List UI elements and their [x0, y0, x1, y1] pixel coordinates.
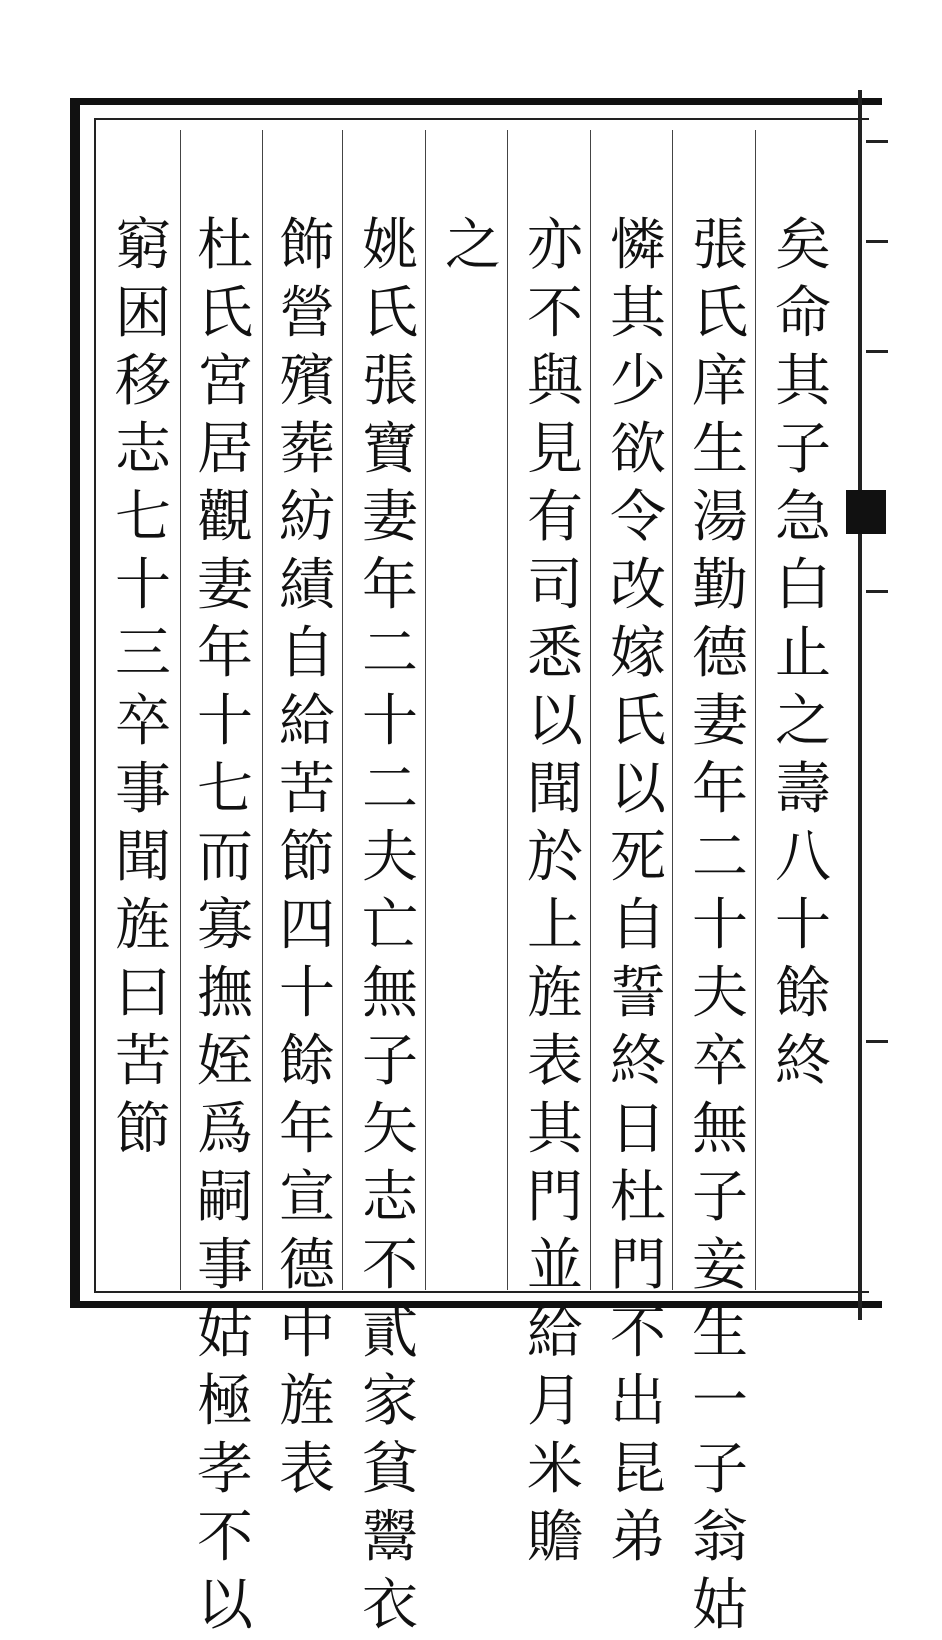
- character: 終: [775, 1029, 831, 1094]
- character: 衣: [362, 1573, 418, 1638]
- character: 之: [775, 689, 831, 754]
- character: 有: [527, 485, 583, 550]
- character: 子: [692, 1165, 748, 1230]
- character: 姑: [692, 1573, 748, 1638]
- character: 亦: [527, 213, 583, 278]
- character: 張: [362, 349, 418, 414]
- character: 四: [279, 893, 335, 958]
- character: 十: [692, 893, 748, 958]
- character: 聞: [115, 825, 171, 890]
- character: 年: [197, 621, 253, 686]
- character: 杜: [197, 213, 253, 278]
- character: 紡: [279, 485, 335, 550]
- column-rule: [755, 130, 756, 1290]
- character: 姑: [197, 1301, 253, 1366]
- character: 急: [775, 485, 831, 550]
- character: 以: [197, 1573, 253, 1638]
- character: 妾: [692, 1233, 748, 1298]
- character: 十: [775, 893, 831, 958]
- character: 苦: [115, 1029, 171, 1094]
- column-rule: [590, 130, 591, 1290]
- character: 撫: [197, 961, 253, 1026]
- character: 極: [197, 1369, 253, 1434]
- character: 子: [775, 417, 831, 482]
- character: 德: [279, 1233, 335, 1298]
- character: 苦: [279, 757, 335, 822]
- character: 孝: [197, 1437, 253, 1502]
- character: 杜: [610, 1165, 666, 1230]
- character: 憐: [610, 213, 666, 278]
- character: 令: [610, 485, 666, 550]
- character: 表: [527, 1029, 583, 1094]
- character: 窮: [115, 213, 171, 278]
- character: 司: [527, 553, 583, 618]
- character: 米: [527, 1437, 583, 1502]
- character: 門: [610, 1233, 666, 1298]
- character: 旌: [115, 893, 171, 958]
- character: 爲: [197, 1097, 253, 1162]
- character: 子: [692, 1437, 748, 1502]
- character: 節: [279, 825, 335, 890]
- character: 卒: [115, 689, 171, 754]
- character: 德: [692, 621, 748, 686]
- character: 餘: [279, 1029, 335, 1094]
- character: 卒: [692, 1029, 748, 1094]
- character: 子: [362, 1029, 418, 1094]
- gutter-mark: [866, 1040, 888, 1043]
- page-gutter: [858, 90, 942, 1320]
- character: 昆: [610, 1437, 666, 1502]
- character: 氏: [692, 281, 748, 346]
- character: 餘: [775, 961, 831, 1026]
- character: 死: [610, 825, 666, 890]
- character: 弟: [610, 1505, 666, 1570]
- column-rule: [425, 130, 426, 1290]
- character: 氏: [362, 281, 418, 346]
- character: 生: [692, 417, 748, 482]
- character: 與: [527, 349, 583, 414]
- character: 少: [610, 349, 666, 414]
- gutter-mark: [866, 140, 888, 143]
- column-rule: [342, 130, 343, 1290]
- character: 觀: [197, 485, 253, 550]
- character: 妻: [692, 689, 748, 754]
- text-column-9: [108, 212, 178, 1164]
- character: 志: [115, 417, 171, 482]
- character: 年: [279, 1097, 335, 1162]
- character: 其: [527, 1097, 583, 1162]
- character: 志: [362, 1165, 418, 1230]
- character: 十: [279, 961, 335, 1026]
- gutter-mark: [866, 590, 888, 593]
- character: 其: [775, 349, 831, 414]
- character: 以: [610, 757, 666, 822]
- character: 悉: [527, 621, 583, 686]
- character: 旌: [527, 961, 583, 1026]
- character: 三: [115, 621, 171, 686]
- character: 勤: [692, 553, 748, 618]
- character: 事: [115, 757, 171, 822]
- character: 貳: [362, 1301, 418, 1366]
- text-column-7: [272, 212, 342, 1504]
- character: 表: [279, 1437, 335, 1502]
- character: 不: [362, 1233, 418, 1298]
- character: 妻: [197, 553, 253, 618]
- character: 於: [527, 825, 583, 890]
- gutter-black-tab: [846, 490, 886, 534]
- character: 年: [692, 757, 748, 822]
- character: 其: [610, 281, 666, 346]
- character: 二: [362, 621, 418, 686]
- character: 不: [527, 281, 583, 346]
- character: 飾: [279, 213, 335, 278]
- gutter-edge: [858, 90, 862, 1320]
- character: 而: [197, 825, 253, 890]
- character: 一: [692, 1369, 748, 1434]
- character: 矢: [362, 1097, 418, 1162]
- character: 中: [279, 1301, 335, 1366]
- character: 嗣: [197, 1165, 253, 1230]
- column-rule: [507, 130, 508, 1290]
- character: 居: [197, 417, 253, 482]
- character: 十: [115, 553, 171, 618]
- character: 命: [775, 281, 831, 346]
- character: 張: [692, 213, 748, 278]
- character: 見: [527, 417, 583, 482]
- character: 二: [692, 825, 748, 890]
- character: 七: [197, 757, 253, 822]
- character: 妻: [362, 485, 418, 550]
- text-column-1: [768, 212, 838, 1096]
- character: 績: [279, 553, 335, 618]
- character: 無: [362, 961, 418, 1026]
- text-column-2: [685, 212, 755, 1640]
- character: 夫: [692, 961, 748, 1026]
- character: 鬻: [362, 1505, 418, 1570]
- character: 營: [279, 281, 335, 346]
- character: 十: [362, 689, 418, 754]
- character: 矣: [775, 213, 831, 278]
- character: 翁: [692, 1505, 748, 1570]
- character: 改: [610, 553, 666, 618]
- character: 氏: [610, 689, 666, 754]
- character: 殯: [279, 349, 335, 414]
- character: 困: [115, 281, 171, 346]
- character: 十: [197, 689, 253, 754]
- text-column-3: [603, 212, 673, 1572]
- character: 月: [527, 1369, 583, 1434]
- character: 宣: [279, 1165, 335, 1230]
- character: 聞: [527, 757, 583, 822]
- character: 不: [197, 1505, 253, 1570]
- character: 壽: [775, 757, 831, 822]
- character: 宮: [197, 349, 253, 414]
- character: 之: [445, 213, 501, 278]
- character: 終: [610, 1029, 666, 1094]
- character: 贍: [527, 1505, 583, 1570]
- character: 年: [362, 553, 418, 618]
- character: 湯: [692, 485, 748, 550]
- text-column-8: [190, 212, 260, 1640]
- character: 旌: [279, 1369, 335, 1434]
- character: 氏: [197, 281, 253, 346]
- character: 上: [527, 893, 583, 958]
- character: 姚: [362, 213, 418, 278]
- text-column-6: [355, 212, 425, 1640]
- character: 誓: [610, 961, 666, 1026]
- character: 白: [775, 553, 831, 618]
- character: 以: [527, 689, 583, 754]
- character: 夫: [362, 825, 418, 890]
- column-rule: [262, 130, 263, 1290]
- character: 嫁: [610, 621, 666, 686]
- character: 庠: [692, 349, 748, 414]
- character: 日: [610, 1097, 666, 1162]
- character: 八: [775, 825, 831, 890]
- character: 止: [775, 621, 831, 686]
- character: 寶: [362, 417, 418, 482]
- character: 不: [610, 1301, 666, 1366]
- character: 節: [115, 1097, 171, 1162]
- character: 曰: [115, 961, 171, 1026]
- character: 貧: [362, 1437, 418, 1502]
- character: 給: [279, 689, 335, 754]
- text-column-4: [520, 212, 590, 1572]
- gutter-mark: [866, 240, 888, 243]
- character: 寡: [197, 893, 253, 958]
- character: 二: [362, 757, 418, 822]
- character: 事: [197, 1233, 253, 1298]
- character: 葬: [279, 417, 335, 482]
- character: 自: [610, 893, 666, 958]
- character: 家: [362, 1369, 418, 1434]
- character: 自: [279, 621, 335, 686]
- character: 生: [692, 1301, 748, 1366]
- character: 出: [610, 1369, 666, 1434]
- character: 給: [527, 1301, 583, 1366]
- character: 七: [115, 485, 171, 550]
- character: 並: [527, 1233, 583, 1298]
- gutter-mark: [866, 350, 888, 353]
- text-column-5: [438, 212, 508, 280]
- character: 門: [527, 1165, 583, 1230]
- character: 姪: [197, 1029, 253, 1094]
- character: 亡: [362, 893, 418, 958]
- character: 無: [692, 1097, 748, 1162]
- column-rule: [180, 130, 181, 1290]
- character: 欲: [610, 417, 666, 482]
- character: 移: [115, 349, 171, 414]
